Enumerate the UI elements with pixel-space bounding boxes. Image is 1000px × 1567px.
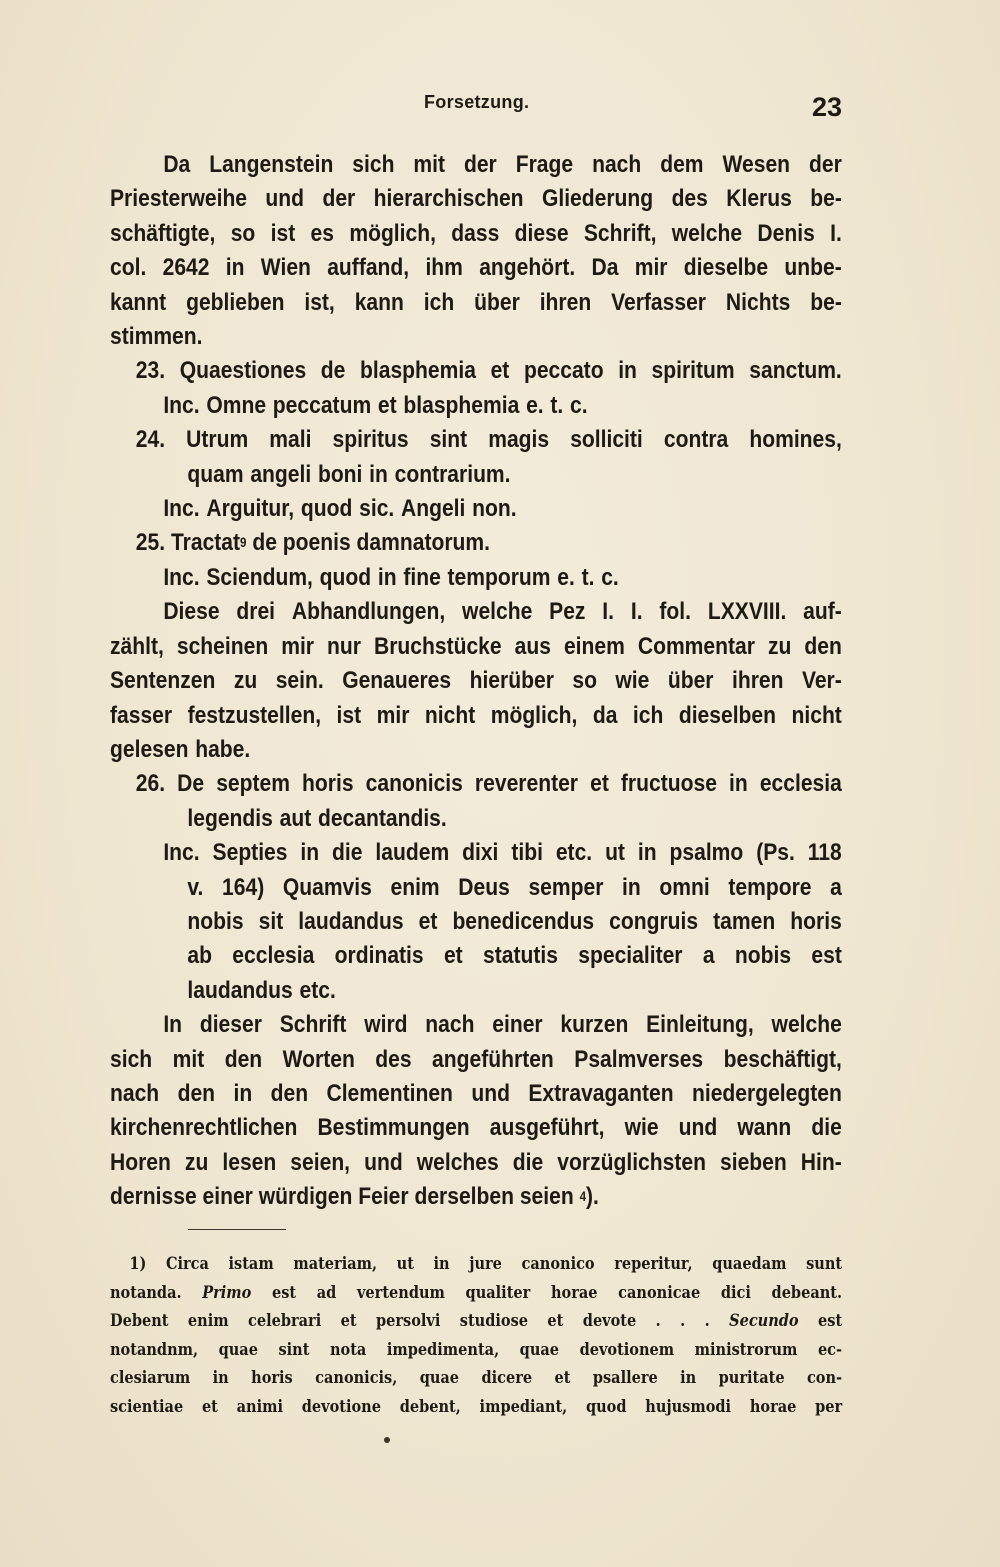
paragraph-schrift xyxy=(110,1008,842,1214)
entry-title-end: de poenis damnatorum. xyxy=(252,529,491,557)
footnote-line: scientiae et animi devotione debent, impediant, quod hujusmodi horae per xyxy=(110,1396,843,1416)
text-line: In dieser Schrift wird nach einer kurzen Einleitung, welche xyxy=(163,1011,842,1039)
footnote-line: Debent enim celebrari et persolvi studiose et devote . . . Secundo est xyxy=(110,1307,842,1336)
paragraph-abhandlungen xyxy=(110,595,842,767)
footnote-text: est xyxy=(818,1311,843,1331)
entry-title-cont: quam angeli boni in contrarium. xyxy=(187,460,511,488)
entry-title: 23. Quaestiones de blasphemia et peccato in spiritum sanctum. xyxy=(135,357,842,385)
text-line: Horen zu lesen seien, und welches die vorzüglichsten sieben Hin- xyxy=(110,1148,842,1176)
paragraph-langenstein xyxy=(110,148,842,354)
incipit-cont: nobis sit laudandus et benedicendus congruis tamen horis xyxy=(187,907,842,935)
entry-title: 26. De septem horis canonicis reverenter et fructuose in ecclesia xyxy=(135,770,842,798)
footnote-rule xyxy=(188,1229,286,1230)
incipit-cont: ab ecclesia ordinatis et statutis specialiter a nobis est xyxy=(187,942,842,970)
footnote-line: clesiarum in horis canonicis, quae dicere et psallere in puritate con- xyxy=(110,1368,843,1388)
text-line: Diese drei Abhandlungen, welche Pez I. I. fol. LXXVIII. auf- xyxy=(163,598,842,626)
text-line: nach den in den Clementinen und Extravaganten niedergelegten xyxy=(110,1079,842,1107)
running-header xyxy=(110,92,842,128)
footnote-emphasis: Primo xyxy=(202,1282,252,1302)
text-line: gelesen habe. xyxy=(110,735,251,763)
incipit: Inc. Arguitur, quod sic. Angeli non. xyxy=(163,495,517,523)
incipit-cont: v. 164) Quamvis enim Deus semper in omni tempore a xyxy=(187,873,842,901)
incipit: Inc. Septies in die laudem dixi tibi etc. ut in psalmo (Ps. 118 xyxy=(163,839,842,867)
incipit-cont: laudandus etc. xyxy=(187,976,336,1004)
text-line: sich mit den Worten des angeführten Psalmverses beschäftigt, xyxy=(110,1045,842,1073)
entry-23 xyxy=(110,354,842,423)
text-line: kannt geblieben ist, kann ich über ihren Verfasser Nichts be- xyxy=(110,288,842,316)
text-line: Priesterweihe und der hierarchischen Gliederung des Klerus be- xyxy=(110,185,842,213)
text-line: Da Langenstein sich mit der Frage nach dem Wesen der xyxy=(163,151,842,178)
text-line-end: ). xyxy=(586,1183,599,1211)
text-line: zählt, scheinen mir nur Bruchstücke aus einem Commentar zu den xyxy=(110,632,842,660)
main-text xyxy=(110,148,842,1215)
footnote-text: notanda. xyxy=(110,1282,182,1302)
text-line: col. 2642 in Wien auffand, ihm angehört. Da mir dieselbe unbe- xyxy=(110,254,842,282)
entry-title-cont: legendis aut decantandis. xyxy=(187,804,447,832)
running-title: Forsetzung. xyxy=(424,92,530,112)
entry-title-start: 25. Tractat xyxy=(135,529,241,557)
entry-title: 24. Utrum mali spiritus sint magis solliciti contra homines, xyxy=(135,426,842,454)
text-line: fasser festzustellen, ist mir nicht möglich, da ich dieselben nicht xyxy=(110,701,842,729)
text-line: schäftigte, so ist es möglich, dass diese Schrift, welche Denis I. xyxy=(110,219,842,247)
text-line: Sentenzen zu sein. Genaueres hierüber so wie über ihren Ver- xyxy=(110,667,842,695)
entry-24 xyxy=(110,423,842,526)
text-line-content: dernisse einer würdigen Feier derselben seien xyxy=(110,1183,574,1211)
entry-25 xyxy=(110,526,842,595)
entry-title xyxy=(110,526,842,560)
footnote-line: 1) Circa istam materiam, ut in jure canonico reperitur, quaedam sunt xyxy=(129,1254,843,1273)
footnote-line: notanda. Primo est ad vertendum qualiter horae canonicae dici debeant. xyxy=(110,1279,842,1308)
footnote xyxy=(110,1250,843,1422)
page-mark xyxy=(384,1437,390,1443)
page-number: 23 xyxy=(811,92,842,122)
incipit: Inc. Sciendum, quod in fine temporum e. t. c. xyxy=(163,563,619,591)
footnote-line: notandnm, quae sint nota impedimenta, quae devotionem ministrorum ec- xyxy=(110,1339,843,1359)
abbreviation-mark: 9 xyxy=(240,535,247,551)
text-line: stimmen. xyxy=(110,323,203,351)
footnote-emphasis: Secundo xyxy=(729,1311,799,1331)
text-line: kirchenrechtlichen Bestimmungen ausgeführt, wie und wann die xyxy=(110,1114,842,1142)
footnote-reference: 4 xyxy=(579,1189,587,1205)
entry-26 xyxy=(110,767,842,1008)
incipit: Inc. Omne peccatum et blasphemia e. t. c. xyxy=(163,391,588,419)
text-line xyxy=(110,1180,842,1214)
